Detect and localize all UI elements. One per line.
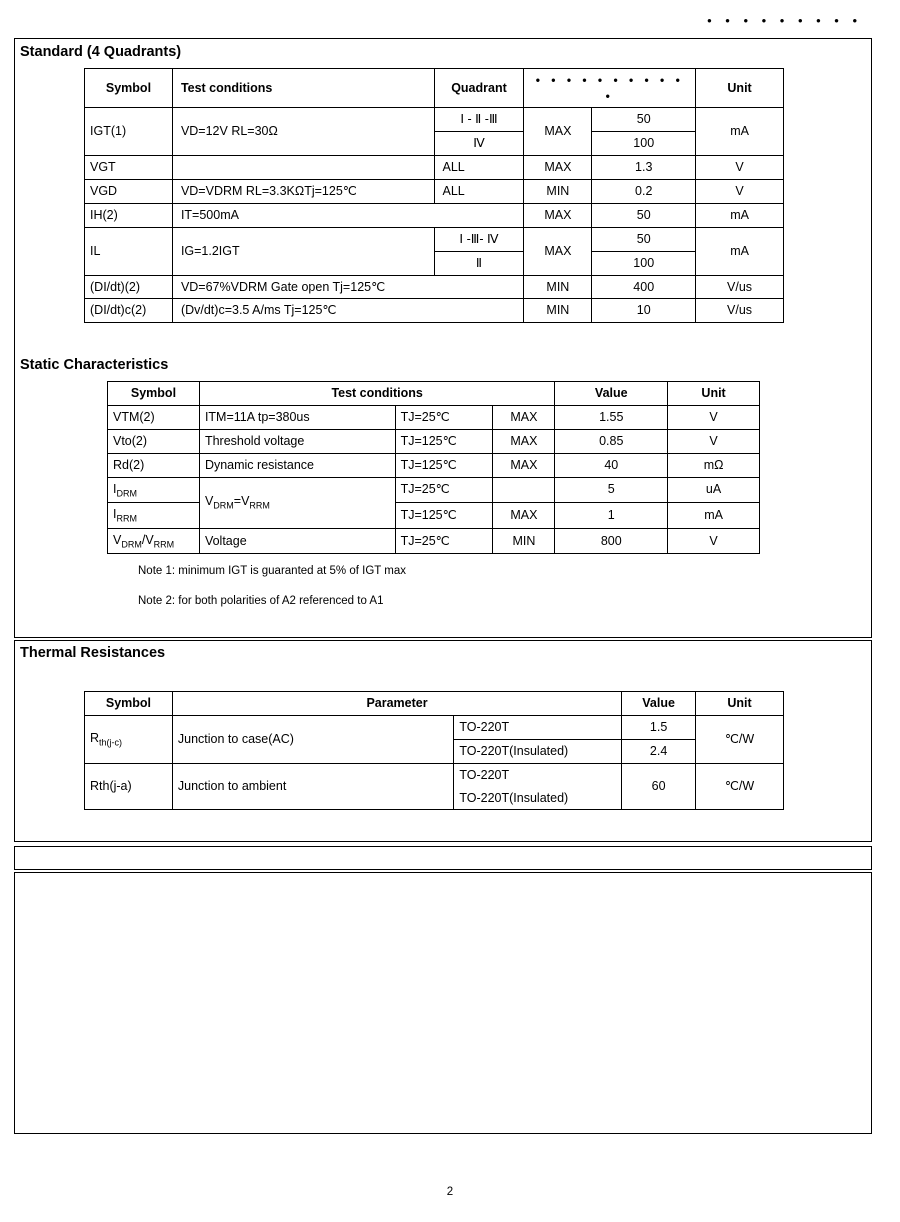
cell-quadrant: Ⅰ -Ⅲ- Ⅳ (434, 227, 524, 251)
col-symbol: Symbol (108, 382, 200, 406)
cell-parameter: Dynamic resistance (199, 453, 395, 477)
table-row (85, 275, 784, 299)
cell-unit: mΩ (668, 453, 760, 477)
cell-symbol: VGD (85, 180, 173, 204)
table-row (108, 528, 760, 554)
cell-test-conditions: (Dv/dt)c=3.5 A/ms Tj=125℃ (172, 299, 524, 323)
table-row (85, 763, 784, 786)
table-row (85, 227, 784, 251)
cell-quadrant: Ⅰ - Ⅱ -Ⅲ (434, 108, 524, 132)
cell-quadrant: Ⅳ (434, 132, 524, 156)
cell-temperature: TJ=25℃ (395, 405, 493, 429)
table-row (85, 180, 784, 204)
cell-unit: mA (696, 227, 784, 275)
cell-parameter: $V_{DRM}=V_{RRM}$ (199, 477, 395, 528)
col-unit: Unit (696, 692, 784, 716)
cell-minmax: MAX (524, 227, 592, 275)
symbol-subscript: th(j-c) (99, 737, 123, 748)
cell-quadrant: ALL (434, 180, 524, 204)
cell-unit: V (668, 429, 760, 453)
col-symbol: Symbol (85, 692, 173, 716)
cell-minmax: MIN (524, 299, 592, 323)
cell-symbol: Vto(2) (108, 429, 200, 453)
cell-unit: mA (696, 108, 784, 156)
cell-minmax: MAX (493, 429, 555, 453)
table-row (108, 405, 760, 429)
cell-symbol: VTM(2) (108, 405, 200, 429)
cell-minmax: MAX (524, 203, 592, 227)
cell-value: 1.3 (592, 156, 696, 180)
col-unit: Unit (696, 69, 784, 108)
col-value-dots: • • • • • • • • • • • (524, 69, 696, 108)
cell-value: 100 (592, 132, 696, 156)
page-number: 2 (446, 1186, 454, 1198)
cell-temperature: TJ=125℃ (395, 503, 493, 529)
cell-unit: V/us (696, 299, 784, 323)
thermal-resistances-table (84, 691, 784, 810)
cell-value: 800 (555, 528, 668, 554)
cell-symbol: Rd(2) (108, 453, 200, 477)
cell-minmax: MIN (524, 275, 592, 299)
cell-symbol: IGT(1) (85, 108, 173, 156)
cell-unit: V (668, 405, 760, 429)
cell-parameter: Voltage (199, 528, 395, 554)
table-header-row (85, 69, 784, 108)
cell-unit: mA (668, 503, 760, 529)
cell-minmax: MAX (524, 108, 592, 156)
cell-value: 0.2 (592, 180, 696, 204)
cell-symbol: IL (85, 227, 173, 275)
cell-symbol: (DI/dt)c(2) (85, 299, 173, 323)
cell-parameter: Junction to ambient (172, 763, 453, 810)
table-row (85, 715, 784, 739)
cell-value: 5 (555, 477, 668, 503)
symbol-base: R (90, 730, 100, 745)
symbol-subscript: RRM (116, 513, 137, 524)
cell-value: 50 (592, 108, 696, 132)
cell-symbol: $V_{DRM}/V_{RRM}$ (108, 528, 200, 554)
cell-quadrant: Ⅱ (434, 251, 524, 275)
section-title-standard: Standard (4 Quadrants) (20, 44, 182, 60)
cell-value: 10 (592, 299, 696, 323)
cell-minmax: MIN (524, 180, 592, 204)
col-symbol: Symbol (85, 69, 173, 108)
symbol-base: I (113, 507, 117, 522)
cell-quadrant: ALL (434, 156, 524, 180)
cell-value: 50 (592, 227, 696, 251)
table-row (108, 477, 760, 503)
cell-symbol (108, 503, 200, 529)
cell-value: 2.4 (622, 739, 696, 763)
col-value: Value (622, 692, 696, 716)
parameter-sub-rrm: RRM (249, 500, 270, 511)
cell-value: 1.55 (555, 405, 668, 429)
empty-frame-upper (14, 846, 872, 870)
cell-package: TO-220T (454, 715, 622, 739)
cell-unit: ℃/W (696, 715, 784, 763)
parameter-sub-drm: DRM (213, 500, 234, 511)
cell-minmax: MAX (493, 405, 555, 429)
top-marker-dots: • • • • • • • • • (707, 13, 862, 28)
cell-package: TO-220T (454, 763, 622, 786)
section-title-static: Static Characteristics (20, 357, 169, 373)
cell-symbol: VGT (85, 156, 173, 180)
table-header-row (85, 692, 784, 716)
cell-minmax: MAX (524, 156, 592, 180)
cell-minmax: MAX (493, 453, 555, 477)
symbol-base: I (113, 481, 117, 496)
cell-test-conditions (172, 156, 434, 180)
static-characteristics-table (107, 381, 760, 554)
cell-symbol: Rth(j-a) (85, 763, 173, 810)
cell-unit: V/us (696, 275, 784, 299)
cell-symbol (85, 715, 173, 763)
cell-value: 1 (555, 503, 668, 529)
cell-test-conditions: VD=12V RL=30Ω (172, 108, 434, 156)
table-row (85, 299, 784, 323)
standard-table (84, 68, 784, 323)
cell-package: TO-220T(Insulated) (454, 739, 622, 763)
cell-unit: V (668, 528, 760, 554)
note-1: Note 1: minimum IGT is guaranted at 5% of IGT max (138, 565, 407, 577)
cell-test-conditions: IG=1.2IGT (172, 227, 434, 275)
section-title-thermal: Thermal Resistances (20, 645, 166, 661)
cell-unit: V (696, 156, 784, 180)
cell-unit: uA (668, 477, 760, 503)
col-test-conditions: Test conditions (172, 69, 434, 108)
cell-parameter: ITM=11A tp=380us (199, 405, 395, 429)
empty-frame-lower (14, 872, 872, 1134)
table-row (108, 453, 760, 477)
cell-test-conditions: IT=500mA (172, 203, 524, 227)
cell-temperature: TJ=125℃ (395, 429, 493, 453)
cell-value: 40 (555, 453, 668, 477)
cell-symbol (108, 477, 200, 503)
table-row (85, 156, 784, 180)
col-value: Value (555, 382, 668, 406)
col-test-conditions: Test conditions (199, 382, 554, 406)
cell-parameter: Junction to case(AC) (172, 715, 453, 763)
cell-temperature: TJ=25℃ (395, 477, 493, 503)
cell-value: 0.85 (555, 429, 668, 453)
cell-unit: V (696, 180, 784, 204)
cell-value: 60 (622, 763, 696, 810)
cell-test-conditions: VD=VDRM RL=3.3KΩTj=125℃ (172, 180, 434, 204)
cell-unit: mA (696, 203, 784, 227)
cell-package: TO-220T(Insulated) (454, 787, 622, 810)
symbol-sub-rrm: RRM (153, 539, 175, 550)
cell-value: 400 (592, 275, 696, 299)
cell-temperature: TJ=25℃ (395, 528, 493, 554)
table-row (85, 108, 784, 132)
cell-minmax: MAX (493, 503, 555, 529)
cell-minmax (493, 477, 555, 503)
cell-value: 100 (592, 251, 696, 275)
cell-parameter: Threshold voltage (199, 429, 395, 453)
note-2: Note 2: for both polarities of A2 referenced to A1 (138, 595, 384, 607)
cell-symbol: IH(2) (85, 203, 173, 227)
cell-temperature: TJ=125℃ (395, 453, 493, 477)
table-header-row (108, 382, 760, 406)
cell-unit: ℃/W (696, 763, 784, 810)
col-unit: Unit (668, 382, 760, 406)
cell-value: 50 (592, 203, 696, 227)
col-parameter: Parameter (172, 692, 621, 716)
symbol-sub-drm: DRM (121, 539, 142, 550)
cell-symbol: (DI/dt)(2) (85, 275, 173, 299)
table-row (85, 203, 784, 227)
col-quadrant: Quadrant (434, 69, 524, 108)
cell-test-conditions: VD=67%VDRM Gate open Tj=125℃ (172, 275, 524, 299)
cell-minmax: MIN (493, 528, 555, 554)
symbol-subscript: DRM (116, 488, 137, 498)
table-row (108, 429, 760, 453)
cell-value: 1.5 (622, 715, 696, 739)
